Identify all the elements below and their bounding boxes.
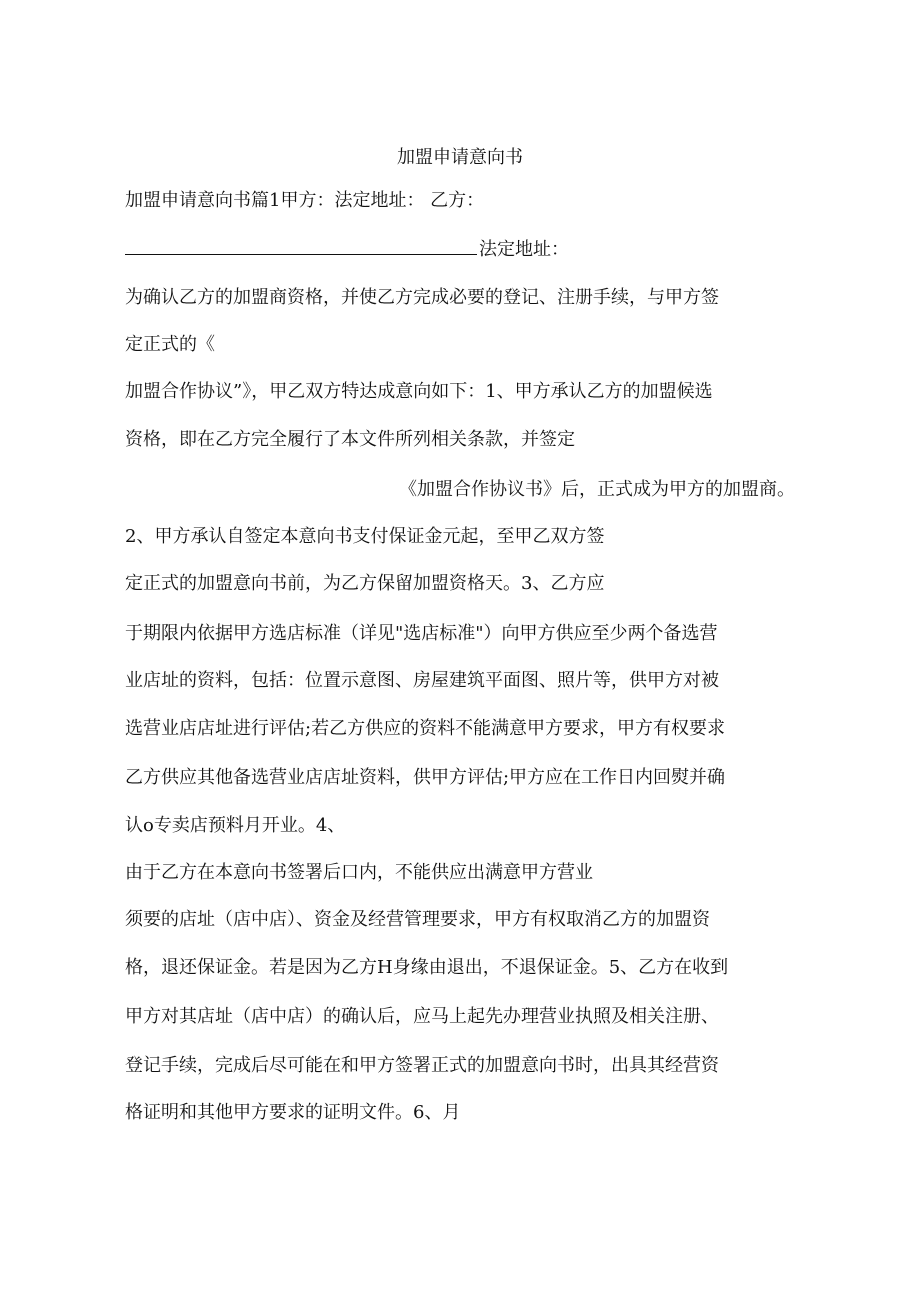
fill-in-blank (125, 236, 477, 255)
text-line-19: 登记手续，完成后尽可能在和甲方签署正式的加盟意向书时，出具其经营资 (125, 1055, 719, 1076)
text-line-14: 认o专卖店预料月开业。4、 (125, 815, 346, 836)
text-line-8: 2、甲方承认自签定本意向书支付保证金元起，至甲乙双方签 (125, 526, 605, 547)
text-line-13: 乙方供应其他备选营业店店址资料，供甲方评估;甲方应在工作日内回熨并确 (125, 767, 726, 788)
text-line-16: 须要的店址（店中店）、资金及经营管理要求，甲方有权取消乙方的加盟资 (125, 909, 710, 930)
text-line-20: 格证明和其他甲方要求的证明文件。6、月 (125, 1102, 461, 1123)
text-line-2 (125, 236, 569, 262)
text-line-3: 为确认乙方的加盟商资格，并使乙方完成必要的登记、注册手续，与甲方签 (125, 287, 719, 308)
text-line-4: 定正式的《 (125, 334, 215, 355)
text-line-15: 由于乙方在本意向书签署后口内，不能供应出满意甲方营业 (125, 862, 593, 883)
text-line-12: 选营业店店址进行评估;若乙方供应的资料不能满意甲方要求，甲方有权要求 (125, 718, 726, 739)
text-line-1: 加盟申请意向书篇1甲方：法定地址： 乙方： (125, 190, 485, 211)
text-line-5: 加盟合作协议”》，甲乙双方特达成意向如下：1、甲方承认乙方的加盟候选 (125, 381, 713, 402)
text-line-17: 格，退还保证金。若是因为乙方H身缘由退出，不退保证金。5、乙方在收到 (125, 957, 729, 978)
text-line-10: 于期限内依据甲方选店标准（详见"选店标准"）向甲方供应至少两个备选营 (125, 623, 718, 644)
legal-address-label: 法定地址： (479, 239, 569, 260)
text-line-18: 甲方对其店址（店中店）的确认后，应马上起先办理营业执照及相关注册、 (125, 1006, 719, 1027)
document-title: 加盟申请意向书 (397, 147, 523, 168)
text-line-6: 资格，即在乙方完全履行了本文件所列相关条款，并签定 (125, 429, 575, 450)
text-line-7: 《加盟合作协议书》后，正式成为甲方的加盟商。 (399, 479, 795, 500)
text-line-11: 业店址的资料，包括：位置示意图、房屋建筑平面图、照片等，供甲方对被 (125, 670, 719, 691)
text-line-9: 定正式的加盟意向书前，为乙方保留加盟资格天。3、乙方应 (125, 573, 605, 594)
